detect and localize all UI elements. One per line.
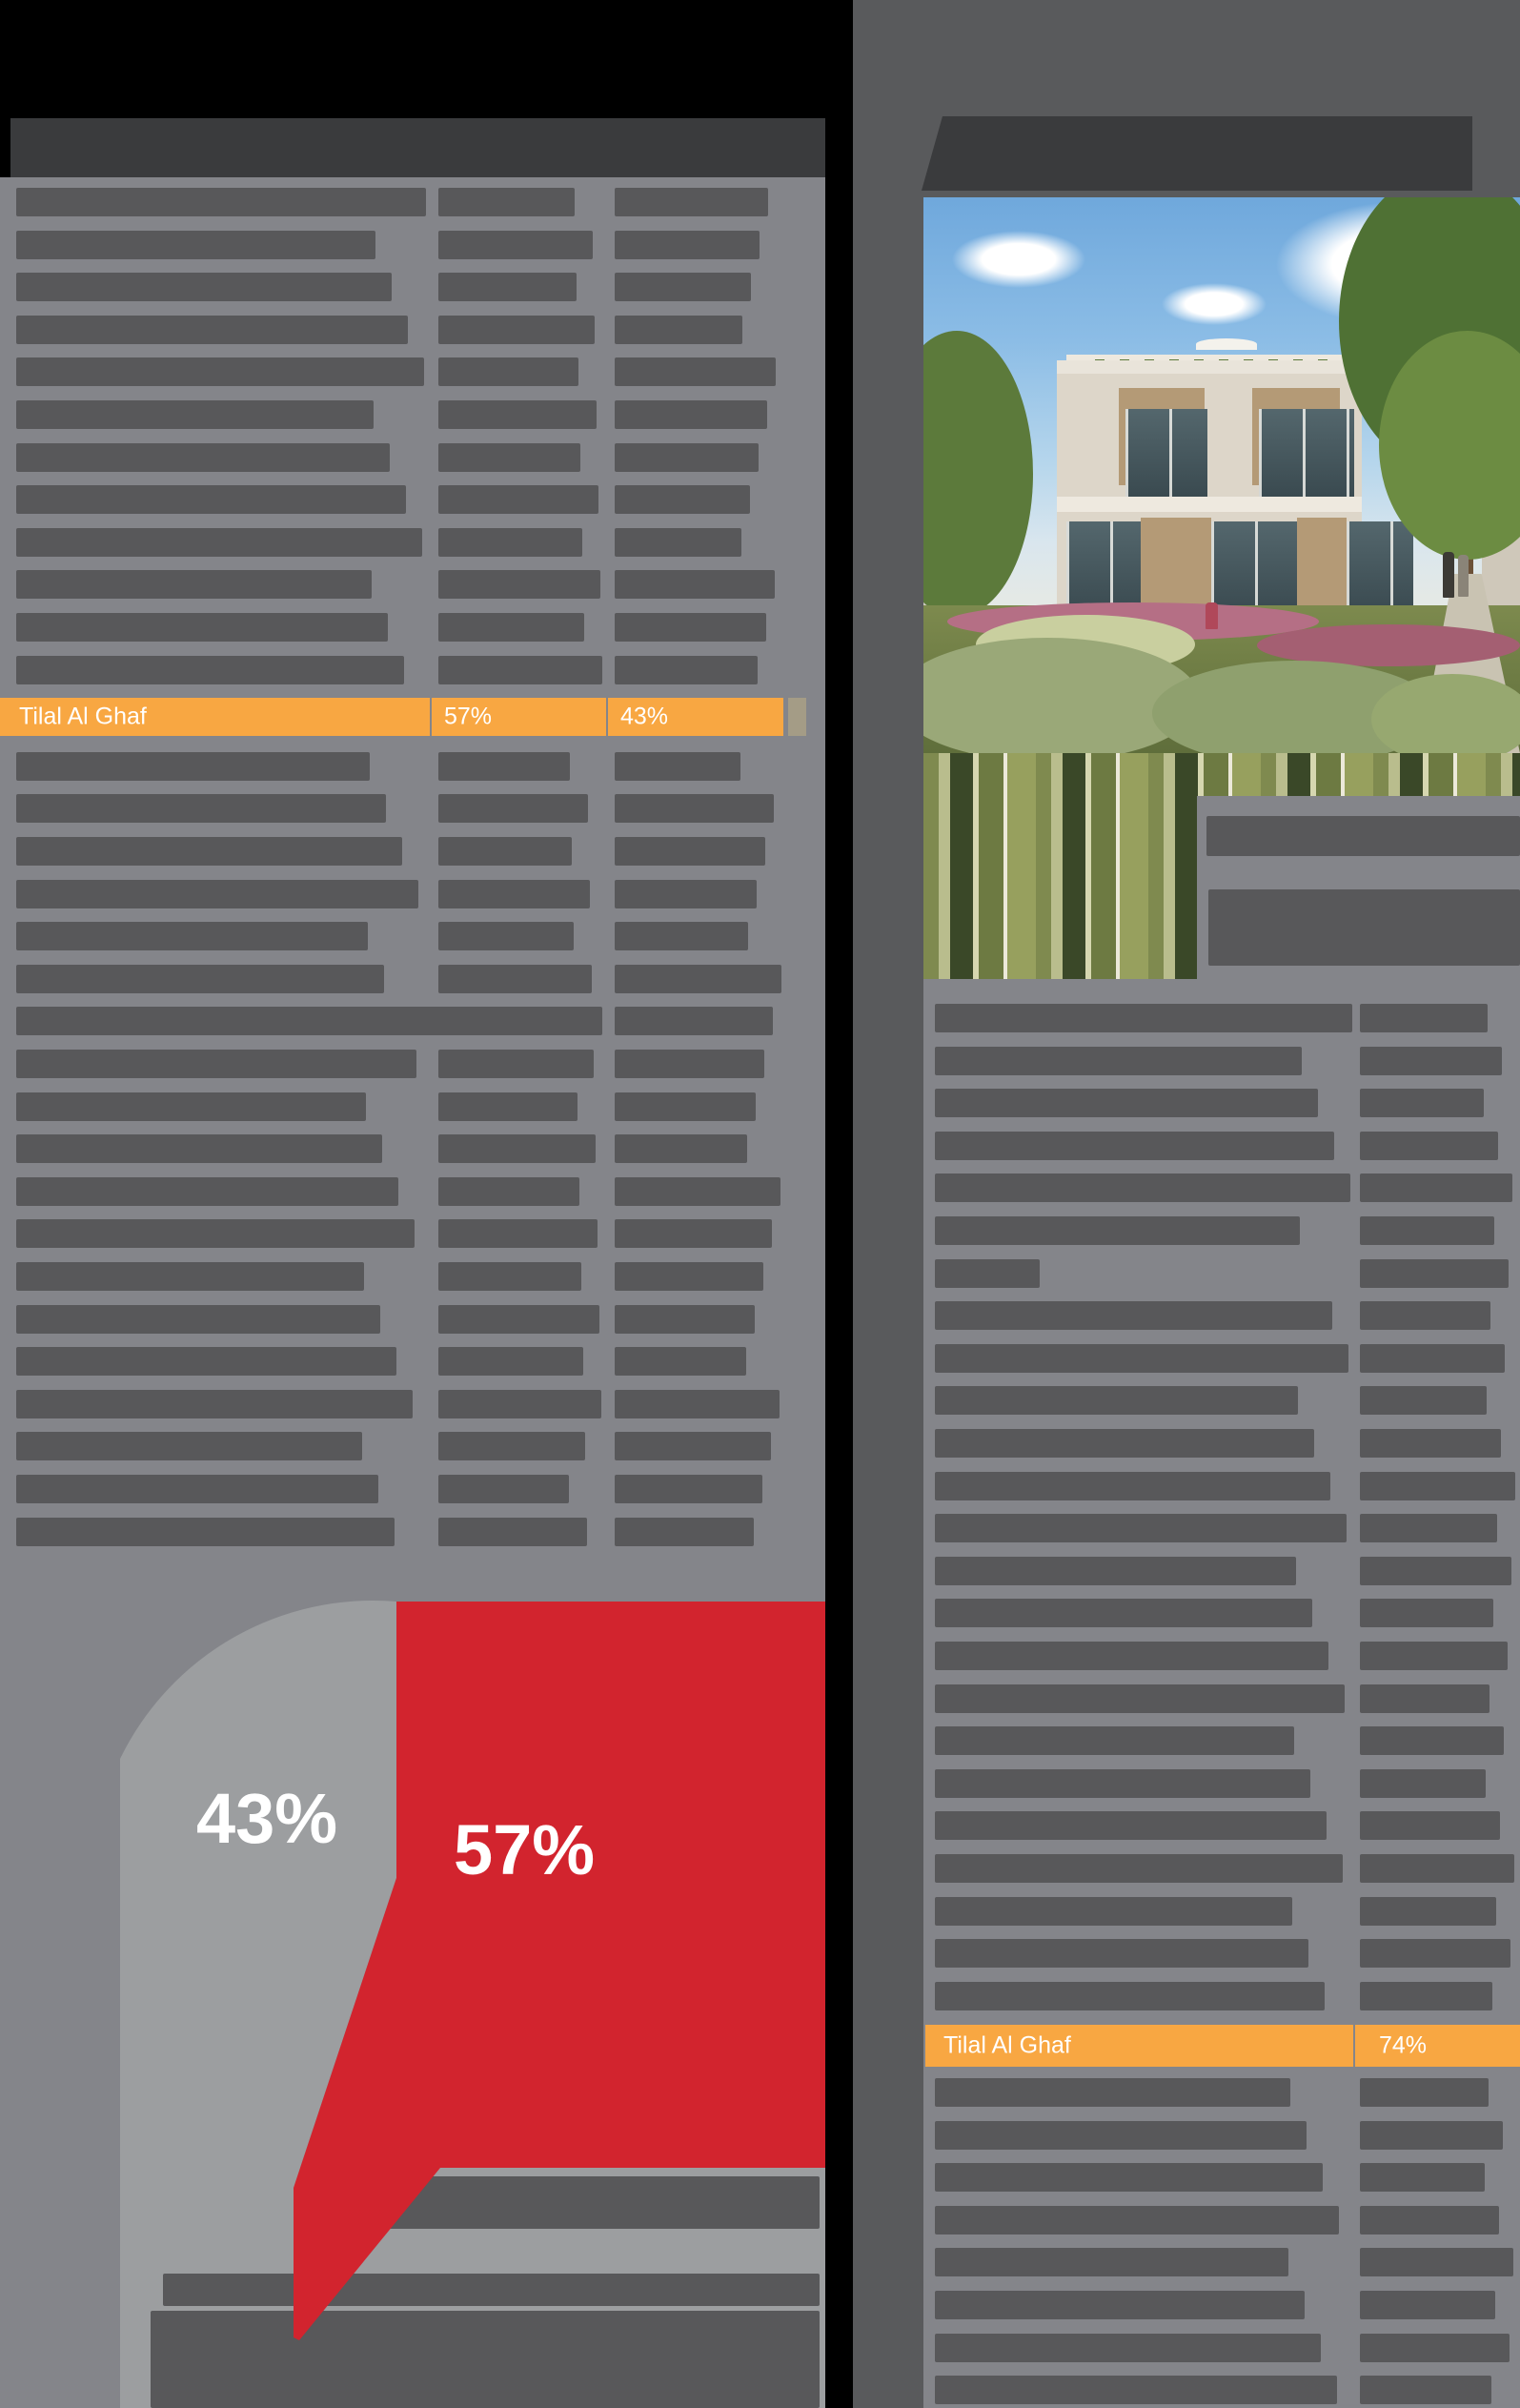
window-glass: [1347, 521, 1413, 613]
redaction-bar: [615, 613, 766, 642]
right-table: [923, 979, 1520, 2408]
redaction-bar: [16, 443, 390, 472]
redaction-bar: [615, 231, 760, 259]
redaction-bar: [615, 794, 774, 823]
person-figure: [1458, 555, 1469, 597]
redaction-bar: [935, 2291, 1305, 2319]
redaction-bar: [1360, 1173, 1512, 1202]
redaction-bar: [615, 965, 781, 993]
redaction-bar: [615, 1177, 780, 1206]
redaction-bar: [16, 1262, 364, 1291]
redaction-bar: [438, 316, 595, 344]
redaction-bar: [438, 1475, 569, 1503]
villa-photo: [923, 197, 1520, 753]
redaction-bar: [615, 1219, 772, 1248]
redaction-bar: [16, 752, 370, 781]
redaction-bar: [438, 613, 584, 642]
redaction-bar: [935, 1897, 1292, 1926]
redaction-bar: [935, 2078, 1290, 2107]
redaction-bar: [438, 1262, 581, 1291]
redaction-bar: [16, 1518, 395, 1546]
redaction-bar: [615, 1432, 771, 1460]
redaction-bar: [935, 1939, 1308, 1968]
redaction-bar: [1360, 2121, 1503, 2150]
redaction-bar: [1360, 1301, 1490, 1330]
redaction-bar: [935, 1429, 1314, 1458]
redaction-bar: [1360, 1982, 1492, 2010]
wood-panel: [1297, 518, 1347, 613]
redaction-bar: [438, 1092, 578, 1121]
redaction-bar: [935, 1769, 1310, 1798]
redaction-bar: [438, 231, 593, 259]
redaction-bar: [16, 613, 388, 642]
right-header-redacted: [922, 116, 1472, 191]
redaction-bar: [935, 1216, 1300, 1245]
redaction-bar: [16, 1177, 398, 1206]
redaction-bar: [935, 1132, 1334, 1160]
redaction-bar: [16, 1390, 413, 1418]
column-divider: [606, 698, 608, 736]
redaction-bar: [935, 2248, 1288, 2276]
redaction-bar: [1360, 2334, 1510, 2362]
redaction-bar: [935, 1047, 1302, 1075]
redaction-bar: [16, 922, 368, 950]
redaction-bar: [1360, 1472, 1515, 1500]
redaction-bar: [615, 273, 751, 301]
redaction-bar: [438, 1518, 587, 1546]
redaction-bar: [615, 656, 758, 684]
person-figure: [1443, 552, 1454, 598]
pie-caption-redacted: [386, 2176, 820, 2229]
redaction-bar: [1360, 1726, 1504, 1755]
redaction-bar: [16, 1475, 378, 1503]
cloud-icon: [952, 231, 1085, 288]
window-glass: [1125, 409, 1207, 497]
redaction-bar: [615, 1262, 763, 1291]
redaction-bar: [615, 1475, 762, 1503]
redaction-bar: [615, 1390, 780, 1418]
redaction-bar: [16, 880, 418, 908]
redaction-bar: [16, 188, 426, 216]
right-panel: [853, 0, 1520, 2408]
redaction-bar: [16, 965, 384, 993]
redaction-bar: [438, 570, 600, 599]
redaction-bar: [1360, 2248, 1513, 2276]
redaction-bar: [438, 880, 590, 908]
redaction-bar: [1360, 1811, 1500, 1840]
redaction-bar: [935, 2163, 1323, 2192]
redaction-bar: [615, 1092, 756, 1121]
redaction-bar: [1360, 1132, 1498, 1160]
redaction-bar: [935, 1472, 1330, 1500]
redaction-bar: [16, 528, 422, 557]
redaction-bar: [1360, 1684, 1490, 1713]
redaction-bar: [1360, 1557, 1511, 1585]
redaction-bar: [935, 1301, 1332, 1330]
cloud-icon: [1162, 283, 1267, 325]
redaction-bar: [935, 2206, 1339, 2235]
redaction-bar: [615, 485, 750, 514]
redaction-bar: [438, 1432, 585, 1460]
redaction-bar: [615, 188, 768, 216]
redaction-bar: [935, 1684, 1345, 1713]
tree-icon: [923, 331, 1033, 617]
redaction-bar: [438, 1347, 583, 1376]
redaction-bar: [1360, 1939, 1510, 1968]
column-divider: [1353, 2025, 1355, 2067]
redaction-bar: [615, 443, 759, 472]
footnote-block-redacted: [151, 2311, 820, 2408]
wood-panel: [1141, 518, 1211, 613]
redaction-bar: [935, 1173, 1350, 1202]
redaction-bar: [615, 1007, 773, 1035]
redaction-bar: [935, 1557, 1296, 1585]
redaction-bar: [16, 837, 402, 866]
redaction-bar: [16, 1050, 416, 1078]
redaction-bar: [1360, 1047, 1502, 1075]
redaction-bar: [935, 1514, 1347, 1542]
redaction-bar: [1360, 1344, 1505, 1373]
redaction-bar: [16, 1007, 602, 1035]
redaction-bar: [16, 1432, 362, 1460]
redaction-bar: [16, 357, 424, 386]
highlight-row-label: Tilal Al Ghaf: [19, 703, 147, 730]
redaction-bar: [935, 2376, 1337, 2404]
redaction-bar: [16, 273, 392, 301]
highlight-row-label: Tilal Al Ghaf: [943, 2031, 1071, 2059]
redaction-bar: [615, 1050, 764, 1078]
redaction-bar: [935, 1642, 1328, 1670]
redaction-bar: [935, 1982, 1325, 2010]
redaction-bar: [16, 485, 406, 514]
redaction-bar: [16, 1347, 396, 1376]
redaction-bar: [615, 752, 740, 781]
redaction-bar: [615, 400, 767, 429]
redaction-bar: [1360, 1004, 1488, 1032]
redaction-bar: [438, 443, 580, 472]
redaction-bar: [615, 528, 741, 557]
redaction-bar: [935, 1599, 1312, 1627]
redaction-bar: [615, 922, 748, 950]
redaction-bar: [615, 357, 776, 386]
redaction-bar: [438, 1050, 594, 1078]
window-glass: [1259, 409, 1354, 497]
redaction-bar: [935, 1811, 1327, 1840]
footnote-line-redacted: [163, 2274, 820, 2306]
redaction-bar: [16, 400, 374, 429]
redaction-bar: [438, 485, 598, 514]
redaction-bar: [1360, 1642, 1508, 1670]
redaction-bar: [438, 837, 572, 866]
highlight-row-value: 74%: [1379, 2031, 1428, 2059]
redaction-bar: [1360, 1599, 1493, 1627]
redaction-bar: [615, 1134, 747, 1163]
redaction-bar: [615, 570, 775, 599]
redaction-bar: [1360, 2291, 1495, 2319]
redaction-bar: [1360, 2206, 1499, 2235]
highlight-row-extra-cell: [788, 698, 806, 736]
redaction-bar: [438, 922, 574, 950]
redaction-bar: [16, 316, 408, 344]
redaction-bar: [935, 1386, 1298, 1415]
redaction-bar: [1360, 2163, 1485, 2192]
redaction-bar: [1360, 1769, 1486, 1798]
terrace-plants: [1095, 359, 1343, 373]
window-glass: [1066, 521, 1141, 613]
redaction-bar: [1360, 1854, 1514, 1883]
redaction-bar: [1360, 2078, 1489, 2107]
redaction-bar: [935, 1344, 1348, 1373]
redaction-bar: [16, 1092, 366, 1121]
redaction-bar: [16, 570, 372, 599]
redaction-bar: [935, 2334, 1321, 2362]
redaction-bar: [1360, 1429, 1501, 1458]
child-figure: [1206, 602, 1218, 629]
stat-panel: [1197, 796, 1520, 979]
redaction-bar: [16, 1305, 380, 1334]
redaction-bar: [438, 1177, 579, 1206]
redaction-bar: [615, 880, 757, 908]
redaction-bar: [935, 1726, 1294, 1755]
redaction-bar: [438, 1305, 599, 1334]
redaction-bar: [615, 837, 765, 866]
redaction-bar: [1360, 1216, 1494, 1245]
redaction-bar: [935, 1854, 1343, 1883]
highlight-row: [925, 2025, 1520, 2067]
redaction-bar: [438, 188, 575, 216]
redaction-bar: [1360, 1259, 1509, 1288]
pie-chart: [0, 1563, 825, 2408]
redaction-bar: [438, 528, 582, 557]
redaction-bar: [16, 656, 404, 684]
redaction-bar: [438, 273, 577, 301]
redaction-bar: [16, 1134, 382, 1163]
highlight-row-col2-value: 57%: [444, 703, 493, 730]
redaction-bar: [438, 965, 592, 993]
left-header-redacted: [10, 118, 825, 177]
redaction-bar: [615, 1347, 746, 1376]
redaction-bar: [16, 231, 375, 259]
redaction-bar: [438, 1219, 598, 1248]
redaction-bar: [1360, 1897, 1496, 1926]
pie-label-red: 57%: [453, 1810, 596, 1889]
stat-value-redacted: [1208, 889, 1520, 966]
highlight-row: [0, 698, 783, 736]
redaction-bar: [615, 316, 742, 344]
left-table: [0, 177, 825, 2408]
balcony-band: [1057, 497, 1362, 512]
redaction-bar: [438, 656, 602, 684]
redaction-bar: [438, 1134, 596, 1163]
pie-label-gray: 43%: [195, 1779, 338, 1858]
redaction-bar: [935, 1004, 1352, 1032]
redaction-bar: [935, 1259, 1040, 1288]
redaction-bar: [438, 357, 578, 386]
redaction-bar: [438, 794, 588, 823]
redaction-bar: [1360, 1089, 1484, 1117]
redaction-bar: [615, 1305, 755, 1334]
stat-label-redacted: [1206, 816, 1520, 856]
redaction-bar: [935, 2121, 1307, 2150]
redaction-bar: [438, 752, 570, 781]
window-glass: [1211, 521, 1297, 613]
redaction-bar: [615, 1518, 754, 1546]
redaction-bar: [1360, 1514, 1497, 1542]
redaction-bar: [935, 1089, 1318, 1117]
redaction-bar: [1360, 2376, 1491, 2404]
redaction-bar: [1360, 1386, 1487, 1415]
highlight-row-col3-value: 43%: [620, 703, 669, 730]
column-divider: [430, 698, 432, 736]
umbrella-icon: [1196, 338, 1257, 350]
redaction-bar: [438, 1390, 601, 1418]
redaction-bar: [438, 400, 597, 429]
redaction-bar: [16, 1219, 415, 1248]
redaction-bar: [16, 794, 386, 823]
